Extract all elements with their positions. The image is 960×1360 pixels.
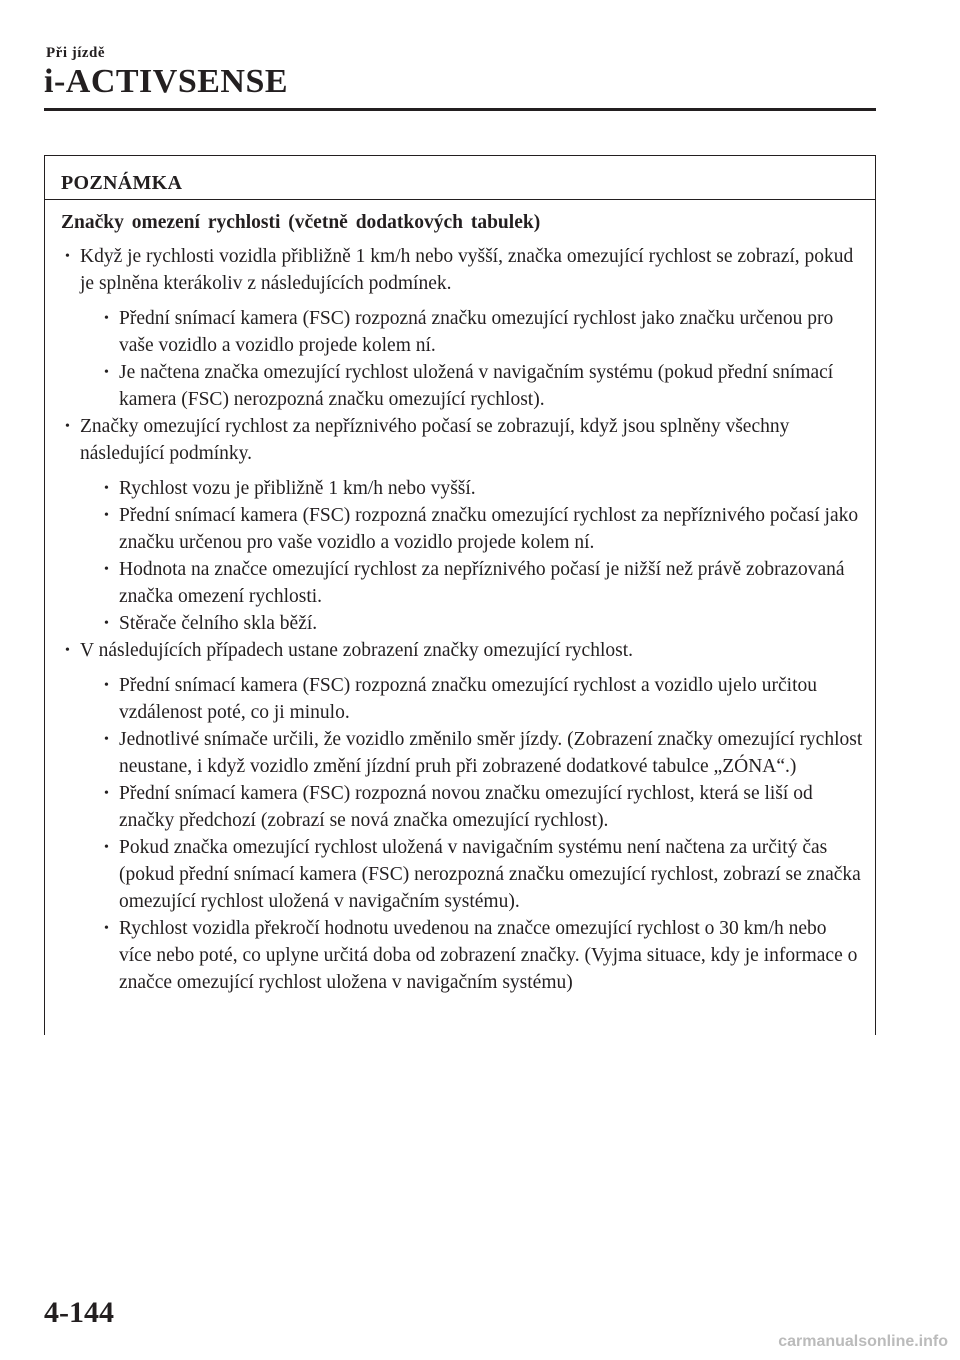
- bullet-icon: •: [65, 419, 70, 434]
- bullet-icon: •: [104, 732, 109, 747]
- sub-list-item: [100, 475, 863, 502]
- sub-list-item-text: Přední snímací kamera (FSC) rozpozná značku omezující rychlost za nepříznivého počasí jako značku určenou pro vaše vozidlo a vozidlo projede kolem ní.: [119, 505, 859, 553]
- sub-list: [80, 672, 863, 996]
- bullet-icon: •: [104, 678, 109, 693]
- title-rule: [44, 108, 876, 111]
- sub-list-item-text: Je načtena značka omezující rychlost uložená v navigačním systému (pokud přední snímací kamera (FSC) nerozpozná značku omezující rychlost).: [119, 362, 834, 410]
- sub-list-item: [100, 915, 863, 996]
- bullet-icon: •: [104, 311, 109, 326]
- list-item-text: V následujících případech ustane zobrazení značky omezující rychlost.: [80, 640, 634, 661]
- bullet-icon: •: [104, 921, 109, 936]
- sub-list-item-text: Přední snímací kamera (FSC) rozpozná značku omezující rychlost a vozidlo ujelo určitou vzdálenost poté, co ji minulo.: [119, 675, 818, 723]
- sub-list-item: [100, 672, 863, 726]
- sub-list: [80, 475, 863, 637]
- bullet-icon: •: [104, 562, 109, 577]
- list-item: [61, 637, 863, 996]
- sub-list-item-text: Rychlost vozidla překročí hodnotu uvedenou na značce omezující rychlost o 30 km/h nebo více nebo poté, co uplyne určitá doba od zobrazení značky. (Vyjma situace, kdy je informace o značce omezující rychlost uložena v navigačním systému): [119, 918, 858, 993]
- bullet-icon: •: [104, 840, 109, 855]
- sub-list-item-text: Stěrače čelního skla běží.: [119, 613, 318, 634]
- bullet-icon: •: [104, 616, 109, 631]
- list-item: [61, 413, 863, 637]
- list-item-text: Když je rychlosti vozidla přibližně 1 km/h nebo vyšší, značka omezující rychlost se zobrazí, pokud je splněna kterákoliv z následujících podmínek.: [80, 246, 854, 294]
- sub-list-item: [100, 556, 863, 610]
- sub-list-item: [100, 780, 863, 834]
- sub-list-item-text: Jednotlivé snímače určili, že vozidlo změnilo směr jízdy. (Zobrazení značky omezující rychlost neustane, i když vozidlo změní jízdní pruh při zobrazené dodatkové tabulce „ZÓNA“.): [119, 729, 863, 777]
- sub-list-item-text: Hodnota na značce omezující rychlost za nepříznivého počasí je nižší než právě zobrazovaná značka omezení rychlosti.: [119, 559, 845, 607]
- bullet-icon: •: [104, 481, 109, 496]
- sub-list-item: [100, 610, 863, 637]
- bullet-icon: •: [104, 508, 109, 523]
- note-subtitle: Značky omezení rychlosti (včetně dodatkových tabulek): [61, 212, 541, 233]
- bullet-icon: •: [65, 249, 70, 264]
- bullet-icon: •: [65, 643, 70, 658]
- section-label: Při jízdě: [46, 45, 106, 61]
- note-header: POZNÁMKA: [45, 156, 875, 200]
- sub-list-item: [100, 359, 863, 413]
- chapter-title: i-ACTIVSENSE: [44, 63, 289, 100]
- sub-list-item-text: Pokud značka omezující rychlost uložená v navigačním systému není načtena za určitý čas (pokud přední snímací kamera (FSC) nerozpozná značku omezující rychlost, zobrazí se značka omezující rychlost uložená v navigačním systému).: [119, 837, 861, 912]
- sub-list-item: [100, 726, 863, 780]
- bullet-icon: •: [104, 786, 109, 801]
- list-item: [61, 243, 863, 413]
- sub-list-item-text: Přední snímací kamera (FSC) rozpozná značku omezující rychlost jako značku určenou pro vaše vozidlo a vozidlo projede kolem ní.: [119, 308, 834, 356]
- list-item-text: Značky omezující rychlost za nepříznivého počasí se zobrazují, když jsou splněny všechny následující podmínky.: [80, 416, 790, 464]
- sub-list: [80, 305, 863, 413]
- sub-list-item-text: Rychlost vozu je přibližně 1 km/h nebo vyšší.: [119, 478, 476, 499]
- note-box: [44, 155, 876, 1035]
- sub-list-item: [100, 502, 863, 556]
- watermark: carmanualsonline.info: [778, 1333, 948, 1350]
- note-list: [61, 243, 863, 996]
- sub-list-item: [100, 305, 863, 359]
- sub-list-item-text: Přední snímací kamera (FSC) rozpozná novou značku omezující rychlost, která se liší od značky předchozí (zobrazí se nová značka omezující rychlost).: [119, 783, 813, 831]
- bullet-icon: •: [104, 365, 109, 380]
- note-body: [45, 200, 875, 996]
- page-number: 4-144: [44, 1296, 114, 1329]
- sub-list-item: [100, 834, 863, 915]
